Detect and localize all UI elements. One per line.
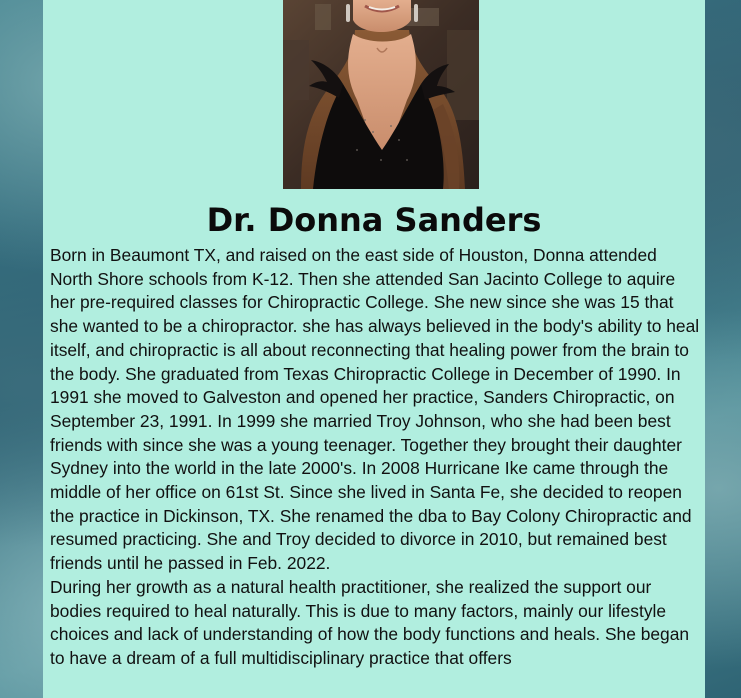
profile-photo — [283, 0, 479, 189]
profile-name-heading: Dr. Donna Sanders — [206, 201, 542, 239]
bio-panel — [43, 0, 705, 698]
bio-paragraph: Born in Beaumont TX, and raised on the east side of Houston, Donna attended North Shore schools from K-12. Then she attended San Jacinto College to aquire her pre-required classes for Chiropractic College. She new since she was 15 that she wanted to be a chiropractor. she has always believed in the body's ability to heal itself, and chiropractic is all about reconnecting that healing power from the brain to the body. She graduated from Texas Chiropractic College in December of 1990. In 1991 she moved to Galveston and opened her practice, Sanders Chiropractic, on September 23, 1991. In 1999 she married Troy Johnson, who she had been best friends with since she was a young teenager. Together they brought their daughter Sydney into the world in the late 2000's. In 2008 Hurricane Ike came through the middle of her office on 61st St. Since she lived in Santa Fe, she decided to reopen the practice in Dickinson, TX. She renamed the dba to Bay Colony Chiropractic and resumed practicing. She and Troy decided to divorce in 2010, but remained best friends until he passed in Feb. 2022. — [50, 245, 700, 574]
bio-paragraph: During her growth as a natural health practitioner, she realized the support our bodies required to heal naturally. This is due to many factors, mainly our lifestyle choices and lack of understanding of how the body functions and heals. She began to have a dream of a full multidisciplinary practice that offers — [50, 576, 690, 668]
biography-text — [50, 244, 702, 671]
profile-photo-illustration — [283, 0, 479, 189]
